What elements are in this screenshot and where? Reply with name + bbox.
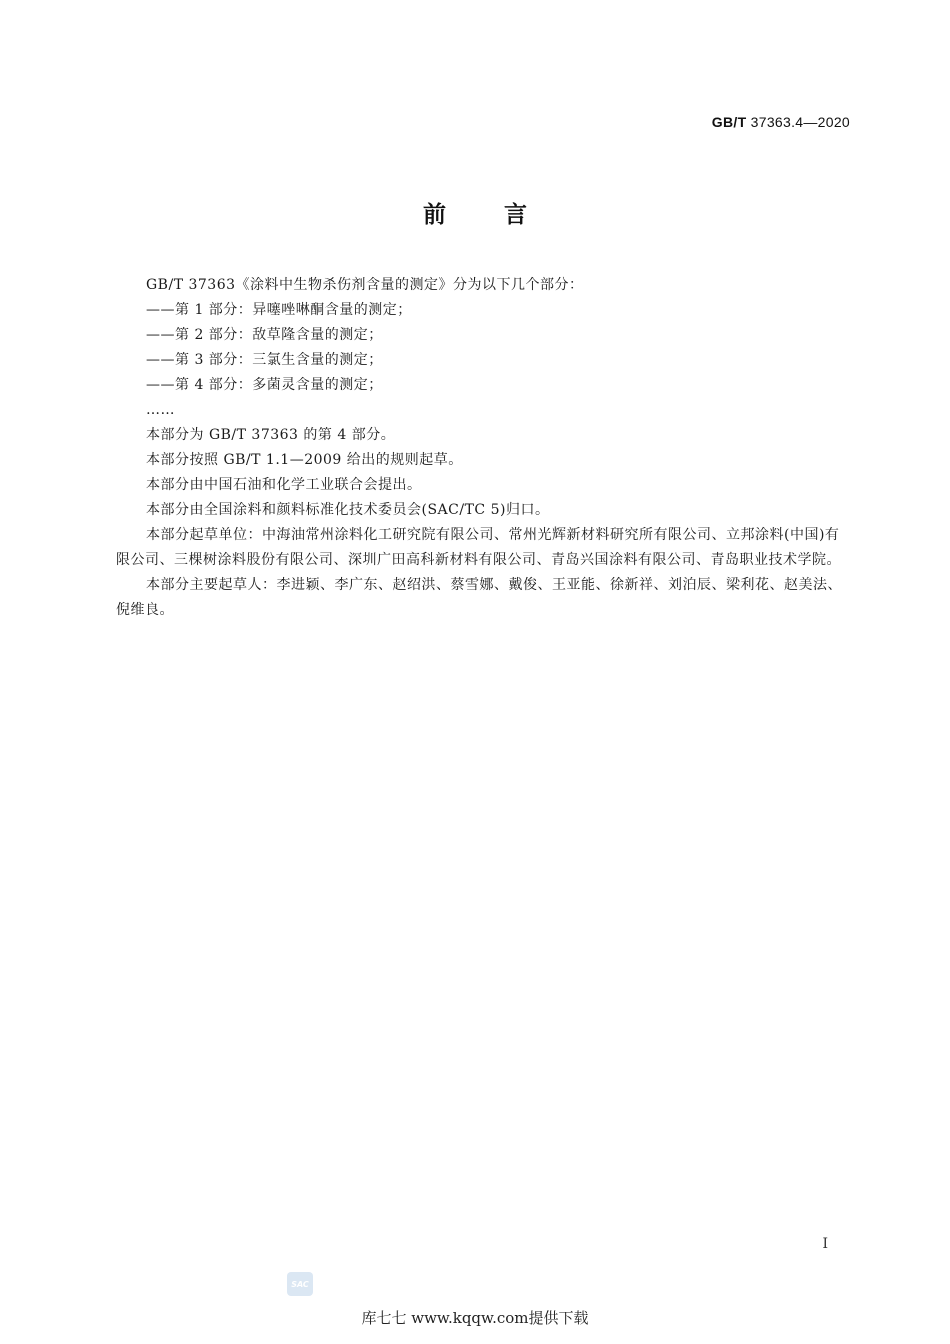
foreword-content xyxy=(116,273,852,623)
title-char-1: 前 xyxy=(423,202,446,228)
list-item-part-4: ——第 4 部分：多菌灵含量的测定； xyxy=(146,377,383,393)
standard-prefix: GB/T xyxy=(711,114,747,130)
paragraph-proposer: 本部分由中国石油和化学工业联合会提出。 xyxy=(146,477,422,493)
page-title xyxy=(0,196,950,229)
sac-logo-icon: SAC xyxy=(287,1272,313,1296)
paragraph-administrator: 本部分由全国涂料和颜料标准化技术委员会(SAC/TC 5)归口。 xyxy=(146,502,550,518)
standard-code xyxy=(712,114,850,130)
paragraph-part-statement: 本部分为 GB/T 37363 的第 4 部分。 xyxy=(146,427,396,443)
list-item-part-1: ——第 1 部分：异噻唑啉酮含量的测定； xyxy=(146,302,412,318)
paragraph-drafting-rules: 本部分按照 GB/T 1.1—2009 给出的规则起草。 xyxy=(146,452,463,468)
list-item-part-2: ——第 2 部分：敌草隆含量的测定； xyxy=(146,327,383,343)
standard-number: 37363.4—2020 xyxy=(750,114,850,130)
page-number: I xyxy=(822,1236,828,1252)
footer-download-note: 库七七 www.kqqw.com提供下载 xyxy=(361,1309,589,1327)
paragraph-intro: GB/T 37363《涂料中生物杀伤剂含量的测定》分为以下几个部分： xyxy=(146,277,584,293)
list-item-part-3: ——第 3 部分：三氯生含量的测定； xyxy=(146,352,383,368)
list-ellipsis: …… xyxy=(146,402,175,418)
paragraph-drafters: 本部分主要起草人：李进颖、李广东、赵绍洪、蔡雪娜、戴俊、王亚能、徐新祥、刘泊辰、梁利花、赵美法、倪维良。 xyxy=(116,577,842,618)
title-char-2: 言 xyxy=(504,202,527,228)
paragraph-drafting-units: 本部分起草单位：中海油常州涂料化工研究院有限公司、常州光辉新材料研究所有限公司、立邦涂料(中国)有限公司、三棵树涂料股份有限公司、深圳广田高科新材料有限公司、青岛兴国涂料有限公司、青岛职业技术学院。 xyxy=(116,527,841,568)
